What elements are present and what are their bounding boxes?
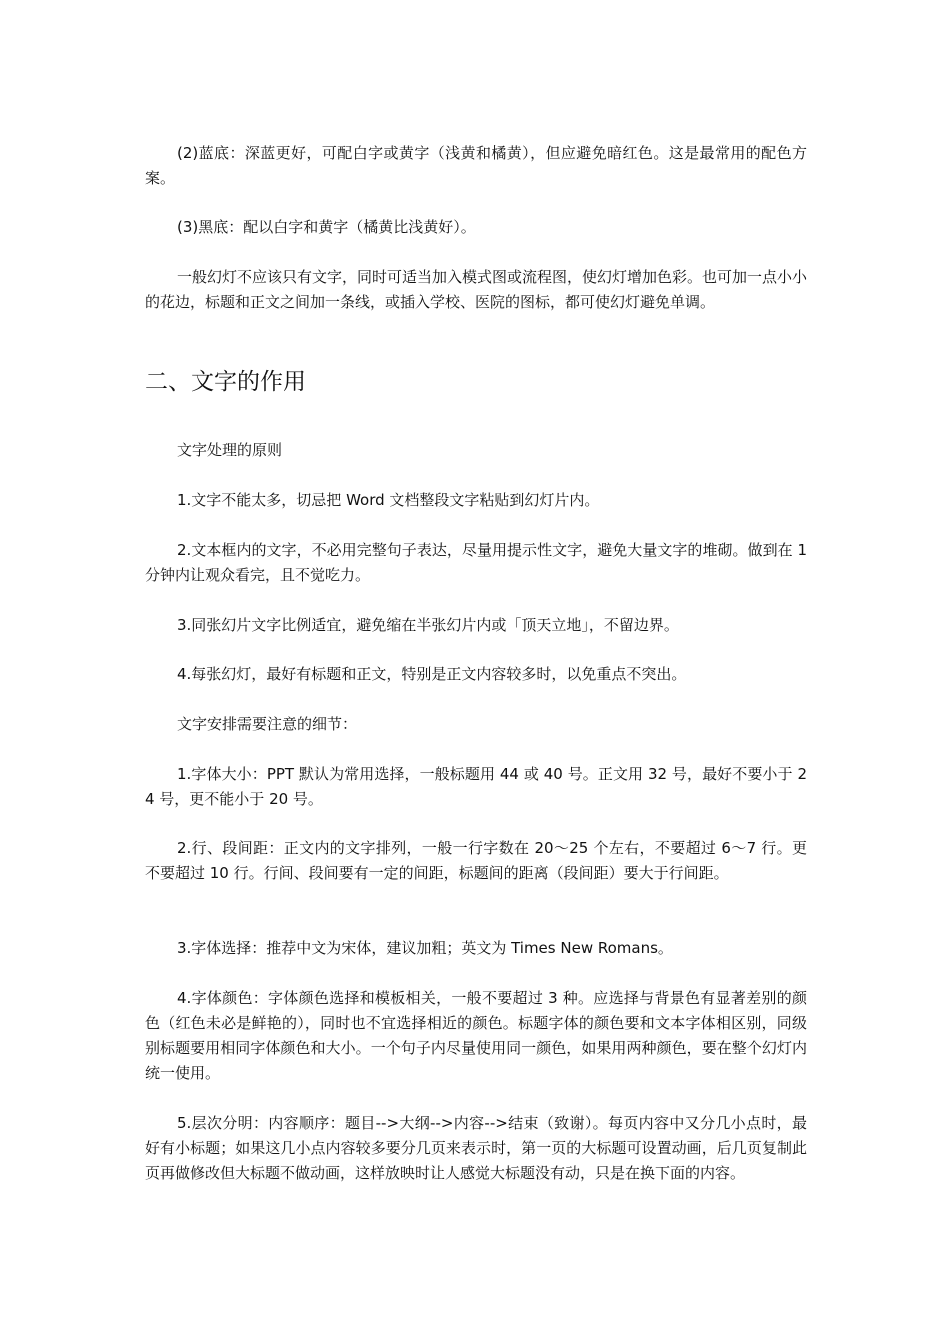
principle-item-1: 1.文字不能太多，切忌把 Word 文档整段文字粘贴到幻灯片内。 [177, 491, 600, 509]
principle-item-3: 3.同张幻片文字比例适宜，避免缩在半张幻片内或「顶天立地」，不留边界。 [177, 616, 679, 634]
detail-item-spacing: 2.行、段间距：正文内的文字排列，一般一行字数在 20～25 个左右，不要超过 6～7 行。更不要超过 10 行。行间、段间要有一定的间距，标题间的距离（段间距）要大于行间距。 [145, 839, 807, 882]
principle-item-4: 4.每张幻灯，最好有标题和正文，特别是正文内容较多时，以免重点不突出。 [177, 665, 687, 683]
detail-item-hierarchy: 5.层次分明：内容顺序：题目-->大纲-->内容-->结束（致谢）。每页内容中又分几小点时，最好有小标题；如果这几小点内容较多要分几页来表示时，第一页的大标题可设置动画，后几页复制此页再做修改但大标题不做动画，这样放映时让人感觉大标题没有动，只是在换下面的内容。 [145, 1114, 807, 1182]
paragraph-slide-decoration: 一般幻灯不应该只有文字，同时可适当加入模式图或流程图，使幻灯增加色彩。也可加一点小小的花边，标题和正文之间加一条线，或插入学校、医院的图标，都可使幻灯避免单调。 [145, 268, 808, 311]
principle-item-2: 2.文本框内的文字，不必用完整句子表达，尽量用提示性文字，避免大量文字的堆砌。做到在 1 分钟内让观众看完，且不觉吃力。 [145, 541, 807, 584]
subheading-text-details: 文字安排需要注意的细节： [177, 715, 358, 733]
detail-item-font-color: 4.字体颜色：字体颜色选择和模板相关，一般不要超过 3 种。应选择与背景色有显著差别的颜色（红色未必是鲜艳的），同时也不宜选择相近的颜色。标题字体的颜色要和文本字体相区别，同级别标题要用相同字体颜色和大小。一个句子内尽量使用同一颜色，如果用两种颜色，要在整个幻灯内统一使用。 [145, 989, 807, 1082]
detail-item-font-size: 1.字体大小：PPT 默认为常用选择，一般标题用 44 或 40 号。正文用 32 号，最好不要小于 24 号，更不能小于 20 号。 [145, 765, 807, 808]
paragraph-black-background: (3)黑底：配以白字和黄字（橘黄比浅黄好）。 [177, 218, 476, 236]
detail-item-font-choice: 3.字体选择：推荐中文为宋体，建议加粗；英文为 Times New Romans。 [177, 939, 673, 957]
paragraph-blue-background: (2)蓝底：深蓝更好，可配白字或黄字（浅黄和橘黄），但应避免暗红色。这是最常用的配色方案。 [145, 144, 807, 187]
section-heading-text-role: 二、文字的作用 [145, 369, 306, 395]
subheading-text-principles: 文字处理的原则 [177, 441, 283, 459]
